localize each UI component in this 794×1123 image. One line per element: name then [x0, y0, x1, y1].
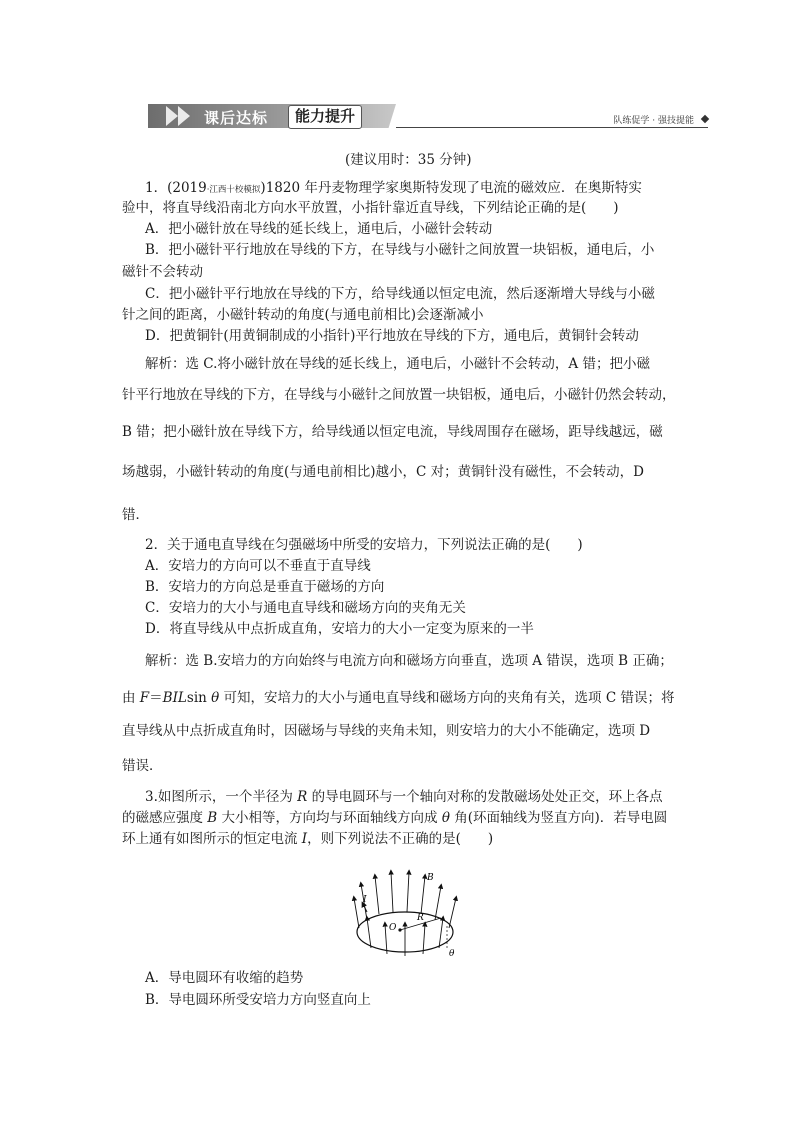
banner-right-text: 队练促学 · 强技提能 — [613, 116, 694, 126]
current-arrow-icon — [363, 904, 367, 912]
label-b: B — [427, 873, 434, 883]
q1-answer-l5: 错． — [122, 507, 149, 523]
q2-option-b: B．安培力的方向总是垂直于磁场的方向 — [145, 579, 385, 595]
q2-answer-l3: 直导线从中点折成直角时，因磁场与导线的夹角未知，则安培力的大小不能确定，选项 D — [122, 723, 651, 739]
q1-line2: 验中，将直导线沿南北方向水平放置，小指针靠近直导线，下列结论正确的是( ) — [122, 200, 619, 216]
q1-option-c: C．把小磁针平行地放在导线的下方，给导线通以恒定电流，然后逐渐增大导线与小磁 — [145, 286, 655, 302]
q3-line1: 3.如图所示，一个半径为 R 的导电圆环与一个轴向对称的发散磁场处处正交，环上各点 — [145, 789, 663, 805]
q3-option-a: A．导电圆环有收缩的趋势 — [145, 970, 304, 986]
banner-rule — [396, 127, 708, 128]
ring-field-figure — [345, 868, 465, 960]
q2-option-a: A．安培力的方向可以不垂直于直导线 — [145, 558, 371, 574]
diamond-icon — [701, 115, 709, 123]
chevron-right-icon — [166, 106, 178, 126]
banner-subtitle: 能力提升 — [288, 105, 362, 129]
field-lines — [354, 872, 456, 956]
banner-title: 课后达标 — [204, 109, 269, 127]
q1-answer-l4: 场越弱，小磁针转动的角度(与通电前相比)越小，C 对；黄铜针没有磁性，不会转动，D — [122, 464, 644, 480]
q2-answer-l2: 由 F＝BILsin θ 可知，安培力的大小与通电直导线和磁场方向的夹角有关，选项 C 错误；将 — [122, 690, 675, 706]
q2-option-d: D．将直导线从中点折成直角，安培力的大小一定变为原来的一半 — [145, 621, 534, 637]
q2-answer-l4: 错误． — [122, 758, 163, 774]
q1-option-b-cont: 磁针不会转动 — [122, 264, 203, 280]
q3-line3: 环上通有如图所示的恒定电流 I，则下列说法不正确的是( ) — [122, 831, 494, 847]
q2-option-c: C．安培力的大小与通电直导线和磁场方向的夹角无关 — [145, 600, 466, 616]
q1-line1: 1．(2019·江西十校模拟)1820 年丹麦物理学家奥斯特发现了电流的磁效应．在奥斯特实 — [145, 180, 642, 196]
q1-answer-l2: 针平行地放在导线的下方，在导线与小磁针之间放置一块铝板，通电后，小磁针仍然会转动， — [122, 387, 676, 403]
q1-option-c-cont: 针之间的距离，小磁针转动的角度(与通电前相比)会逐渐减小 — [122, 307, 484, 323]
label-theta: θ — [449, 949, 455, 959]
q3-line2: 的磁感应强度 B 大小相等，方向均与环面轴线方向成 θ 角(环面轴线为竖直方向)．若导电圆 — [122, 810, 668, 826]
q1-answer: 解析：选 C.将小磁针放在导线的延长线上，通电后，小磁针不会转动，A 错；把小磁 — [145, 356, 650, 372]
section-banner — [148, 104, 708, 130]
q1-option-a: A．把小磁针放在导线的延长线上，通电后，小磁针会转动 — [145, 221, 493, 237]
label-o: O — [389, 923, 397, 933]
q1-option-d: D．把黄铜针(用黄铜制成的小指针)平行地放在导线的下方，通电后，黄铜针会转动 — [145, 328, 639, 344]
q2-answer: 解析：选 B.安培力的方向始终与电流方向和磁场方向垂直，选项 A 错误，选项 B 正确； — [145, 653, 673, 669]
label-i: I — [363, 895, 367, 905]
chevron-right-icon — [178, 106, 190, 126]
label-r: R — [417, 913, 424, 923]
q3-option-b: B．导电圆环所受安培力方向竖直向上 — [145, 992, 371, 1008]
q2-stem: 2．关于通电直导线在匀强磁场中所受的安培力，下列说法正确的是( ) — [145, 537, 583, 553]
time-note: (建议用时：35 分钟) — [345, 152, 472, 168]
q1-answer-l3: B 错；把小磁针放在导线下方，给导线通以恒定电流，导线周围存在磁场，距导线越远，磁 — [122, 424, 663, 440]
q1-option-b: B．把小磁针平行地放在导线的下方，在导线与小磁针之间放置一块铝板，通电后，小 — [145, 242, 655, 258]
